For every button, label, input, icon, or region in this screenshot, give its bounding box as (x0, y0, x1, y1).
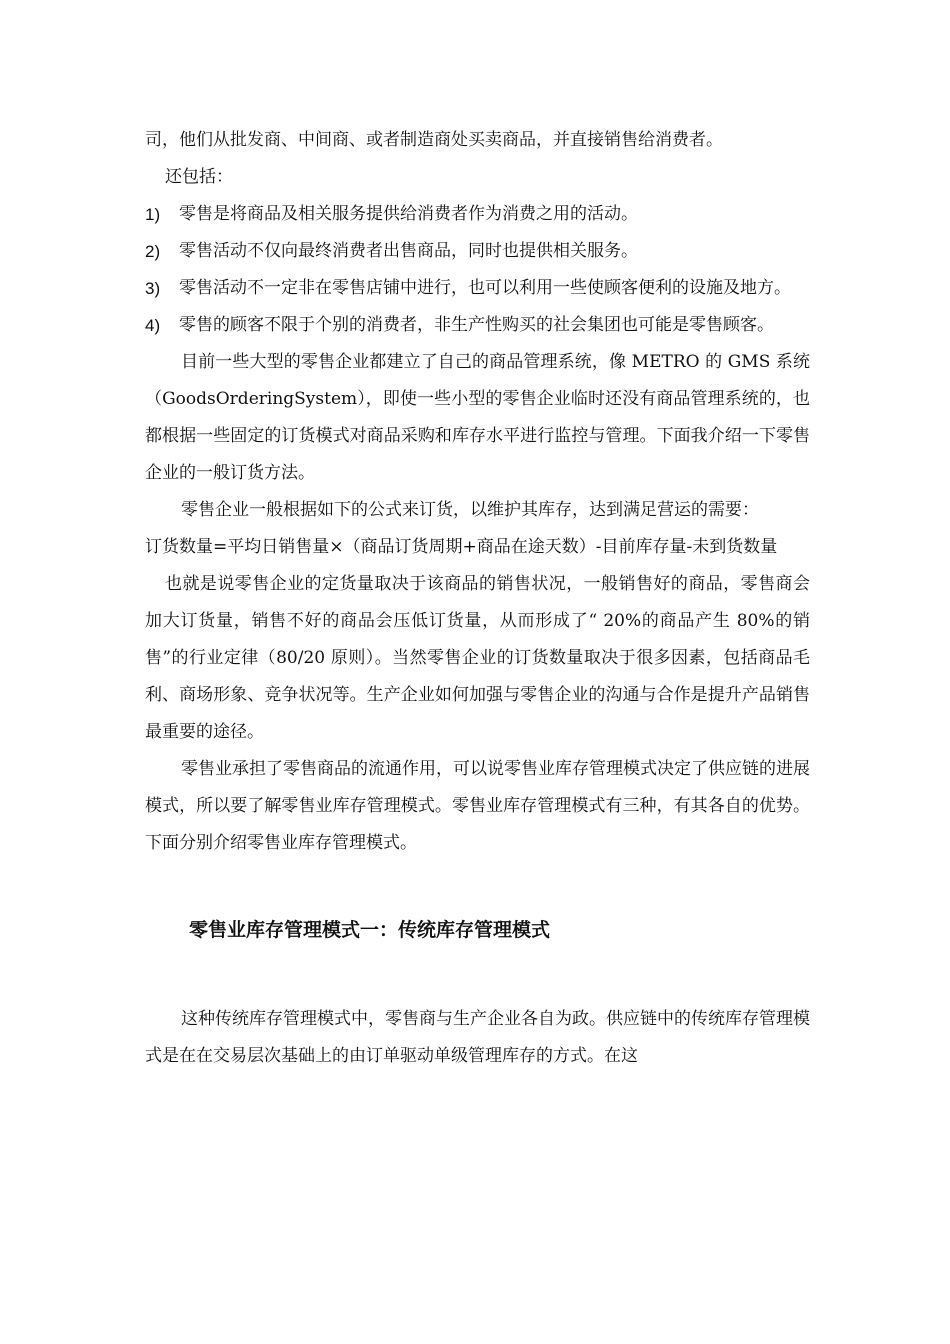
also-includes-label: 还包括： (165, 167, 233, 187)
retail-definition-list (145, 196, 810, 344)
list-item-text: 零售活动不仅向最终消费者出售商品，同时也提供相关服务。 (179, 241, 638, 261)
list-item-text: 零售是将商品及相关服务提供给消费者作为消费之用的活动。 (179, 204, 638, 224)
document-body (145, 122, 810, 1075)
section-heading: 零售业库存管理模式一：传统库存管理模式 (189, 919, 551, 941)
metro-paragraph: 目前一些大型的零售企业都建立了自己的商品管理系统，像 METRO 的 GMS 系统（GoodsOrderingSystem），即使一些小型的零售企业临时还没有商品管理系统的，也都根据一些固定的订货模式对商品采购和库存水平进行监控与管理。下面我介绍一下零售企业的一般订货方法。 (145, 352, 810, 483)
list-item (145, 233, 810, 270)
list-item-text: 零售活动不一定非在零售店铺中进行，也可以利用一些使顾客便利的设施及地方。 (179, 278, 791, 298)
list-item (145, 196, 810, 233)
list-item-number: 1) (145, 205, 161, 224)
formula-intro-paragraph: 零售企业一般根据如下的公式来订货，以维护其库存，达到满足营运的需要： (181, 500, 759, 520)
list-item (145, 307, 810, 344)
traditional-mode-paragraph: 这种传统库存管理模式中，零售商与生产企业各自为政。供应链中的传统库存管理模式是在在交易层次基础上的由订单驱动单级管理库存的方式。在这 (145, 1009, 810, 1066)
list-item (145, 270, 810, 307)
list-item-number: 2) (145, 242, 161, 261)
inventory-modes-paragraph: 零售业承担了零售商品的流通作用，可以说零售业库存管理模式决定了供应链的进展模式，所以要了解零售业库存管理模式。零售业库存管理模式有三种，有其各自的优势。下面分别介绍零售业库存管理模式。 (145, 759, 810, 853)
intro-paragraph-tail: 司，他们从批发商、中间商、或者制造商处买卖商品，并直接销售给消费者。 (145, 130, 723, 150)
list-item-number: 4) (145, 316, 161, 335)
pareto-paragraph: 也就是说零售企业的定货量取决于该商品的销售状况，一般销售好的商品，零售商会加大订货量，销售不好的商品会压低订货量，从而形成了“ 20%的商品产生 80%的销售”的行业定律（80/20 原则）。当然零售企业的订货数量取决于很多因素，包括商品毛利、商场形象、竞争状况等。生产企业如何加强与零售企业的沟通与合作是提升产品销售最重要的途径。 (145, 574, 810, 742)
list-item-number: 3) (145, 279, 161, 298)
list-item-text: 零售的顾客不限于个别的消费者，非生产性购买的社会集团也可能是零售顾客。 (179, 315, 774, 335)
order-quantity-formula: 订货数量=平均日销售量×（商品订货周期+商品在途天数）-目前库存量-未到货数量 (145, 537, 778, 557)
